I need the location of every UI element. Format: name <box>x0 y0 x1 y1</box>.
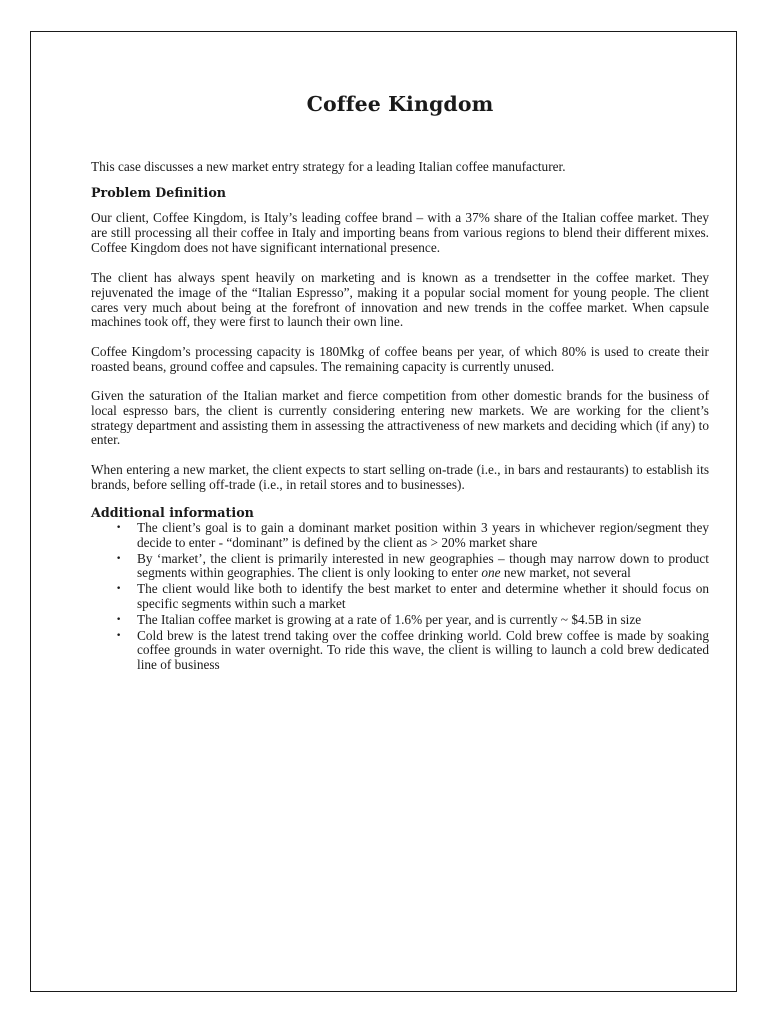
bullet-icon: • <box>116 630 122 641</box>
paragraph-new-markets: Given the saturation of the Italian market and fierce competition from other domestic brands for the business of local espresso bars, the client is currently considering entering new markets. We are working for the client’s strategy department and assisting them in assessing the attractiveness of new markets and deciding which (if any) to enter. <box>91 388 709 448</box>
bullet-icon: • <box>116 584 122 595</box>
emphasis-text: one <box>481 565 501 581</box>
paragraph-on-trade: When entering a new market, the client expects to start selling on-trade (i.e., in bars and restaurants) to establish its brands, before selling off-trade (i.e., in retail stores and to businesses). <box>91 462 709 492</box>
bullet-text: The Italian coffee market is growing at a rate of 1.6% per year, and is currently ~ $4.5B in size <box>137 611 642 627</box>
list-item <box>91 552 709 582</box>
bullet-icon: • <box>116 523 122 533</box>
paragraph-marketing: The client has always spent heavily on marketing and is known as a trendsetter in the coffee market. They rejuvenated the image of the “Italian Espresso”, making it a popular social moment for young people. The client cares very much about being at the forefront of innovation and new trends in the coffee market. When capsule machines took off, they were first to launch their own line. <box>91 270 709 330</box>
bullet-text: The client’s goal is to gain a dominant market position within 3 years in whichever region/segment they decide to enter - “dominant” is defined by the client as > 20% market share <box>137 520 709 550</box>
bullet-text-start: By ‘market’, the client is primarily interested in new geographies – though may narrow down to product segments within geographies. The client is only looking to enter <box>137 550 709 581</box>
problem-definition-heading: Problem Definition <box>91 185 227 200</box>
additional-information-list <box>91 521 709 674</box>
list-item <box>91 629 709 673</box>
bullet-text-end: new market, not several <box>500 565 631 581</box>
paragraph-capacity: Coffee Kingdom’s processing capacity is 180Mkg of coffee beans per year, of which 80% is used to create their roasted beans, ground coffee and capsules. The remaining capacity is currently unused. <box>91 344 709 374</box>
list-item <box>91 582 709 612</box>
bullet-text: Cold brew is the latest trend taking over the coffee drinking world. Cold brew coffee is made by soaking coffee grounds in water overnight. To ride this wave, the client is willing to launch a cold brew dedicated line of business <box>137 627 709 673</box>
bullet-icon: • <box>116 553 122 564</box>
list-item <box>91 613 709 628</box>
bullet-text <box>137 551 709 581</box>
bullet-icon: • <box>116 614 122 625</box>
document-page <box>30 31 737 992</box>
bullet-text: The client would like both to identify the best market to enter and determine whether it should focus on specific segments within such a market <box>137 581 709 611</box>
list-item <box>91 521 709 551</box>
document-title: Coffee Kingdom <box>306 92 494 116</box>
intro-paragraph: This case discusses a new market entry strategy for a leading Italian coffee manufacturer. <box>91 159 566 174</box>
paragraph-market-share: Our client, Coffee Kingdom, is Italy’s leading coffee brand – with a 37% share of the Italian coffee market. They are still processing all their coffee in Italy and importing beans from various regions to blend their different mixes. Coffee Kingdom does not have significant international presence. <box>91 210 709 255</box>
additional-information-heading: Additional information <box>91 505 254 520</box>
